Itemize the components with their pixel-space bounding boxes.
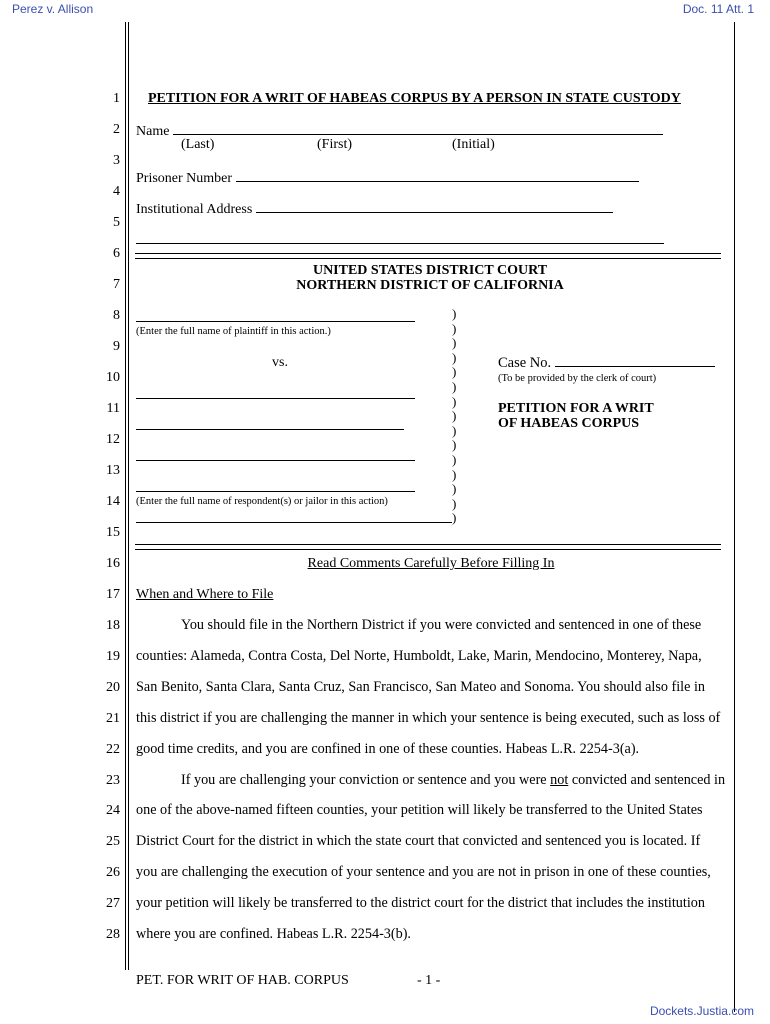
case-number-label: Case No.: [498, 355, 552, 371]
double-rule-top: [135, 253, 721, 259]
line-number: 14: [106, 494, 120, 509]
respondent-name-field-5[interactable]: [136, 522, 452, 523]
last-name-caption: (Last): [181, 137, 215, 152]
versus-label: vs.: [272, 355, 288, 370]
body-line: this district if you are challenging the manner in which your sentence is being executed, such as loss of: [136, 710, 721, 726]
left-margin-rule-inner: [128, 22, 129, 970]
court-district: NORTHERN DISTRICT OF CALIFORNIA: [296, 278, 564, 293]
instructions-heading: Read Comments Carefully Before Filling In: [307, 556, 555, 571]
plaintiff-hint: (Enter the full name of plaintiff in this action.): [136, 326, 331, 337]
line-number: 18: [106, 618, 120, 633]
line-number: 1: [113, 91, 120, 106]
institutional-address-row: [136, 200, 613, 218]
initial-caption: (Initial): [452, 137, 495, 152]
line-number: 7: [113, 277, 120, 292]
page-number: - 1 -: [417, 973, 441, 988]
body-line-tail: convicted and sentenced in: [568, 772, 726, 788]
prisoner-number-row: [136, 169, 639, 187]
body-line: where you are confined. Habeas L.R. 2254-3(b).: [136, 926, 411, 942]
line-number: 25: [106, 834, 120, 849]
line-number: 19: [106, 649, 120, 664]
name-label: Name: [136, 124, 170, 139]
line-number: 16: [106, 556, 120, 571]
petition-title-line-2: OF HABEAS CORPUS: [498, 416, 640, 431]
emphasis-not: not: [550, 772, 569, 788]
name-field[interactable]: [173, 122, 663, 135]
body-line: San Benito, Santa Clara, Santa Cruz, San Francisco, San Mateo and Sonoma. You should also file in: [136, 679, 706, 695]
body-line: You should file in the Northern District if you were convicted and sentenced in one of these: [181, 617, 702, 633]
court-name: UNITED STATES DISTRICT COURT: [312, 263, 548, 278]
form-title: PETITION FOR A WRIT OF HABEAS CORPUS BY A PERSON IN STATE CUSTODY: [148, 91, 681, 106]
line-number: 10: [106, 370, 120, 385]
respondent-name-field-3[interactable]: [136, 460, 415, 461]
line-number: 8: [113, 308, 120, 323]
body-line: one of the above-named fifteen counties, your petition will likely be transferred to the United States: [136, 802, 703, 818]
line-number: 3: [113, 153, 120, 168]
line-number: 13: [106, 463, 120, 478]
left-margin-rule-outer: [125, 22, 126, 970]
line-number: 15: [106, 525, 120, 540]
line-number: 26: [106, 865, 120, 880]
body-line-text: If you are challenging your conviction or sentence and you were: [181, 772, 551, 788]
line-number: 9: [113, 339, 120, 354]
line-number: 28: [106, 927, 120, 942]
prisoner-number-label: Prisoner Number: [136, 171, 233, 186]
caption-paren-column: ) ) ) ) ) ) ) ) ) ) ) ) ) ) ): [452, 306, 457, 526]
respondent-name-field-4[interactable]: [136, 491, 415, 492]
address-field-line-2[interactable]: [136, 243, 664, 244]
line-number: 24: [106, 803, 120, 818]
line-number: 27: [106, 896, 120, 911]
name-row: [136, 122, 663, 140]
case-number-hint: (To be provided by the clerk of court): [498, 373, 657, 384]
footer-title: PET. FOR WRIT OF HAB. CORPUS: [136, 973, 349, 988]
header-doc-number: Doc. 11 Att. 1: [682, 2, 754, 16]
body-line: District Court for the district in which the state court that convicted and sentenced you is located. If: [136, 833, 701, 849]
prisoner-number-field[interactable]: [236, 169, 639, 182]
line-number: 2: [113, 122, 120, 137]
case-number-row: [498, 354, 715, 372]
case-number-field[interactable]: [555, 354, 715, 367]
body-line: [181, 772, 725, 789]
institutional-address-label: Institutional Address: [136, 202, 253, 217]
respondent-name-field-2[interactable]: [136, 429, 404, 430]
line-number: 17: [106, 587, 120, 602]
plaintiff-name-field[interactable]: [136, 321, 415, 322]
body-line: counties: Alameda, Contra Costa, Del Norte, Humboldt, Lake, Marin, Mendocino, Monterey, Napa,: [136, 648, 702, 664]
line-number: 6: [113, 246, 120, 261]
line-number: 12: [106, 432, 120, 447]
right-margin-rule: [734, 22, 735, 1012]
source-link[interactable]: Dockets.Justia.com: [649, 1004, 754, 1018]
line-number: 11: [106, 401, 120, 416]
respondent-hint: (Enter the full name of respondent(s) or jailor in this action): [136, 496, 388, 507]
line-number: 5: [113, 215, 120, 230]
first-name-caption: (First): [317, 137, 352, 152]
body-line: good time credits, and you are confined in one of these counties. Habeas L.R. 2254-3(a).: [136, 741, 640, 757]
institutional-address-field[interactable]: [256, 200, 613, 213]
line-number: 22: [106, 742, 120, 757]
body-line: you are challenging the execution of your sentence and you are not in prison in one of these counties,: [136, 864, 711, 880]
line-number: 21: [106, 711, 120, 726]
body-line: your petition will likely be transferred to the district court for the district that includes the institution: [136, 895, 705, 911]
line-number: 4: [113, 184, 120, 199]
line-number: 23: [106, 773, 120, 788]
header-case-name: Perez v. Allison: [12, 2, 94, 16]
instructions-subheading: When and Where to File: [136, 587, 274, 602]
line-number: 20: [106, 680, 120, 695]
respondent-name-field-1[interactable]: [136, 398, 415, 399]
double-rule-bottom: [135, 544, 721, 550]
petition-title-line-1: PETITION FOR A WRIT: [498, 401, 654, 416]
